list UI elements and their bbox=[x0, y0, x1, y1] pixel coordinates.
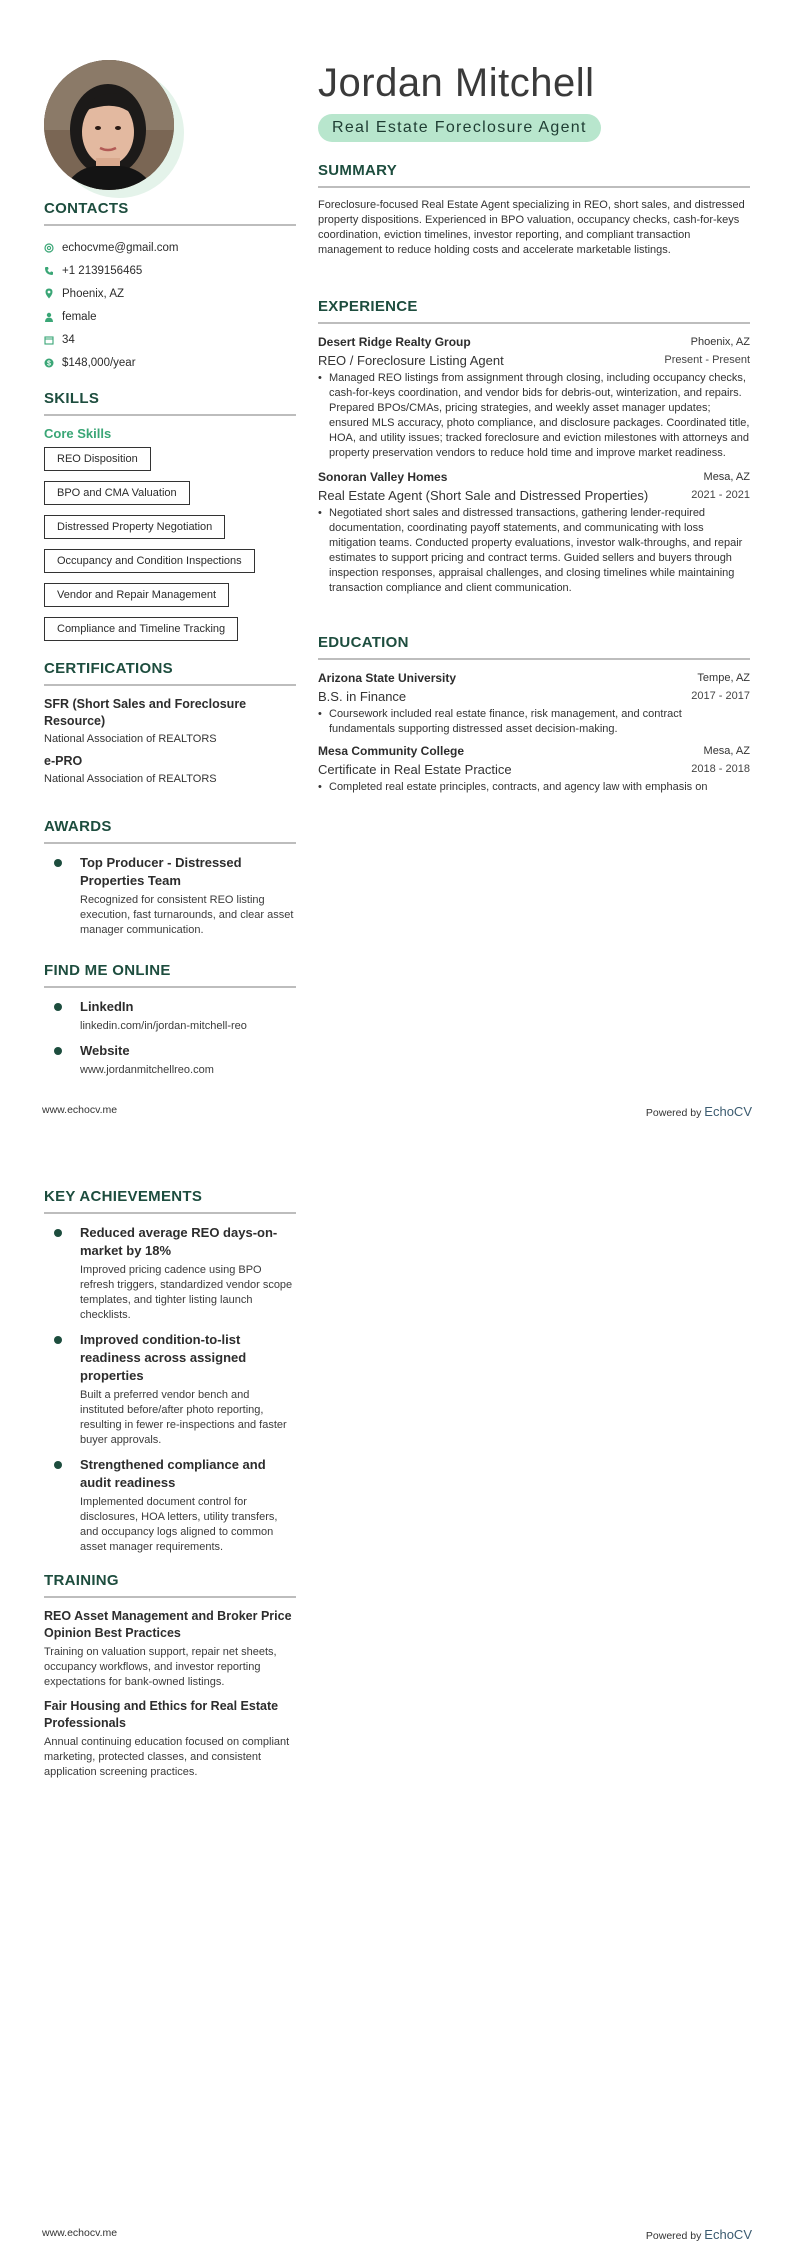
core-skills-label: Core Skills bbox=[44, 426, 112, 441]
achievements-title: KEY ACHIEVEMENTS bbox=[44, 1188, 296, 1214]
achievement-item: Reduced average REO days-on-market by 18% Improved pricing cadence using BPO refresh triggers, standardized vendor scope templates, and tighter listing launch checklists. bbox=[44, 1224, 296, 1323]
bullet-icon bbox=[54, 1336, 62, 1344]
cert-name: e-PRO bbox=[44, 754, 83, 768]
cert-org: National Association of REALTORS bbox=[44, 733, 217, 745]
skill-tag: Compliance and Timeline Tracking bbox=[44, 617, 238, 641]
cert-name: SFR (Short Sales and Foreclosure Resource) bbox=[44, 697, 247, 728]
education-item: Arizona State University Tempe, AZ B.S. in Finance 2017 - 2017 • Coursework included real estate finance, risk management, and contract fundamentals supporting distressed asset decision-making. bbox=[318, 670, 750, 737]
footer-site-link[interactable]: www.echocv.me bbox=[42, 2227, 118, 2239]
page-2 bbox=[0, 1123, 794, 2246]
awards-section bbox=[44, 818, 296, 946]
training-section bbox=[44, 1572, 296, 1788]
award-item: Top Producer - Distressed Properties Team Recognized for consistent REO listing execution, fast turnarounds, and clear asset manager communication. bbox=[44, 854, 296, 938]
skills-section bbox=[44, 390, 296, 651]
training-title: TRAINING bbox=[44, 1572, 296, 1598]
summary-section bbox=[318, 162, 750, 258]
footer-site-link[interactable]: www.echocv.me bbox=[42, 1104, 118, 1116]
skill-tag: Vendor and Repair Management bbox=[44, 583, 229, 607]
training-name: REO Asset Management and Broker Price Opinion Best Practices bbox=[44, 1609, 292, 1640]
contact-email: echocvme@gmail.com bbox=[44, 236, 296, 259]
certifications-title: CERTIFICATIONS bbox=[44, 660, 296, 686]
training-desc: Annual continuing education focused on compliant marketing, protected classes, and consistent application screening practices. bbox=[44, 1736, 290, 1778]
training-name: Fair Housing and Ethics for Real Estate Professionals bbox=[44, 1699, 279, 1730]
summary-title: SUMMARY bbox=[318, 162, 750, 188]
skill-tag: BPO and CMA Valuation bbox=[44, 481, 190, 505]
contact-phone: +1 2139156465 bbox=[44, 259, 296, 282]
online-section bbox=[44, 962, 296, 1086]
header bbox=[318, 60, 750, 142]
footer bbox=[42, 2227, 752, 2242]
footer-powered: Powered by EchoCV bbox=[645, 1104, 752, 1119]
online-title: FIND ME ONLINE bbox=[44, 962, 296, 988]
bullet-icon bbox=[54, 1003, 62, 1011]
calendar-icon bbox=[44, 335, 62, 345]
footer-brand[interactable]: EchoCV bbox=[704, 1104, 752, 1119]
awards-title: AWARDS bbox=[44, 818, 296, 844]
summary-text: Foreclosure-focused Real Estate Agent specializing in REO, short sales, and distressed property dispositions. Experienced in BPO valuation, occupancy checks, cash-for-keys coordination, eviction timelines, investor reporting, and compliant transaction management to reduce holding costs and accelerate marketable listings. bbox=[318, 199, 745, 256]
person-icon bbox=[44, 312, 62, 322]
online-item-linkedin: LinkedIn linkedin.com/in/jordan-mitchell-reo bbox=[44, 998, 296, 1034]
linkedin-link[interactable]: linkedin.com/in/jordan-mitchell-reo bbox=[80, 1020, 247, 1032]
footer-powered: Powered by EchoCV bbox=[645, 2227, 752, 2242]
phone-icon bbox=[44, 266, 62, 276]
experience-section bbox=[318, 298, 750, 596]
full-name: Jordan Mitchell bbox=[318, 61, 595, 105]
dollar-icon bbox=[44, 358, 62, 368]
contacts-section bbox=[44, 200, 296, 374]
contact-age: 34 bbox=[44, 328, 296, 351]
achievements-section bbox=[44, 1188, 296, 1563]
bullet-icon bbox=[54, 1229, 62, 1237]
website-link[interactable]: www.jordanmitchellreo.com bbox=[80, 1064, 214, 1076]
contact-location: Phoenix, AZ bbox=[44, 282, 296, 305]
at-icon bbox=[44, 243, 62, 253]
skill-tag: Distressed Property Negotiation bbox=[44, 515, 225, 539]
bullet-icon bbox=[54, 1461, 62, 1469]
skill-tag: REO Disposition bbox=[44, 447, 151, 471]
job-title-badge: Real Estate Foreclosure Agent bbox=[318, 114, 601, 142]
training-desc: Training on valuation support, repair net sheets, occupancy workflows, and investor reporting expectations for bank-owned listings. bbox=[44, 1646, 277, 1688]
location-pin-icon bbox=[44, 288, 62, 299]
experience-item: Sonoran Valley Homes Mesa, AZ Real Estate Agent (Short Sale and Distressed Properties) 2021 - 2021 • Negotiated short sales and distressed transactions, gathering lender-required documentation, coordinating payoff statements, and communicating with loss mitigation teams. Conducted property evaluations, investor walk-throughs, and repair estimates to support pricing and contract terms. Guided sellers and buyers through inspection responses, appraisal challenges, and closing timelines while maintaining transaction compliance and client communication. bbox=[318, 469, 750, 596]
contact-salary: $ $148,000/year bbox=[44, 351, 296, 374]
skills-title: SKILLS bbox=[44, 390, 296, 416]
profile-photo bbox=[44, 60, 179, 195]
footer bbox=[42, 1104, 752, 1119]
certifications-section bbox=[44, 660, 296, 793]
cert-org: National Association of REALTORS bbox=[44, 773, 217, 785]
contacts-title: CONTACTS bbox=[44, 200, 296, 226]
achievement-item: Strengthened compliance and audit readiness Implemented document control for disclosures, HOA letters, utility transfers, and occupancy logs aligned to common asset manager requirements. bbox=[44, 1456, 296, 1555]
svg-text:$: $ bbox=[47, 360, 51, 368]
bullet-icon bbox=[54, 859, 62, 867]
achievement-item: Improved condition-to-list readiness across assigned properties Built a preferred vendor bench and instituted before/after photo reporting, resulting in fewer re-inspections and faster buyer approvals. bbox=[44, 1331, 296, 1448]
education-section bbox=[318, 634, 750, 795]
contact-gender: female bbox=[44, 305, 296, 328]
experience-title: EXPERIENCE bbox=[318, 298, 750, 324]
footer-brand[interactable]: EchoCV bbox=[704, 2227, 752, 2242]
education-item: Mesa Community College Mesa, AZ Certificate in Real Estate Practice 2018 - 2018 • Completed real estate principles, contracts, and agency law with emphasis on bbox=[318, 743, 750, 795]
experience-item: Desert Ridge Realty Group Phoenix, AZ REO / Foreclosure Listing Agent Present - Present • Managed REO listings from assignment through closing, including occupancy checks, cash-for-keys coordination, and vendor bids for debris-out, winterization, and repairs. Prepared BPOs/CMAs, pricing strategies, and weekly asset manager updates; ensured MLS accuracy, photo compliance, and disclosure packages. Coordinated title, HOA, and utility issues; tracked foreclosure and eviction milestones with attorneys and property preservation vendors to reduce hold time and improve market readiness. bbox=[318, 334, 750, 461]
skill-tag: Occupancy and Condition Inspections bbox=[44, 549, 255, 573]
education-title: EDUCATION bbox=[318, 634, 750, 660]
online-item-website: Website www.jordanmitchellreo.com bbox=[44, 1042, 296, 1078]
bullet-icon bbox=[54, 1047, 62, 1055]
